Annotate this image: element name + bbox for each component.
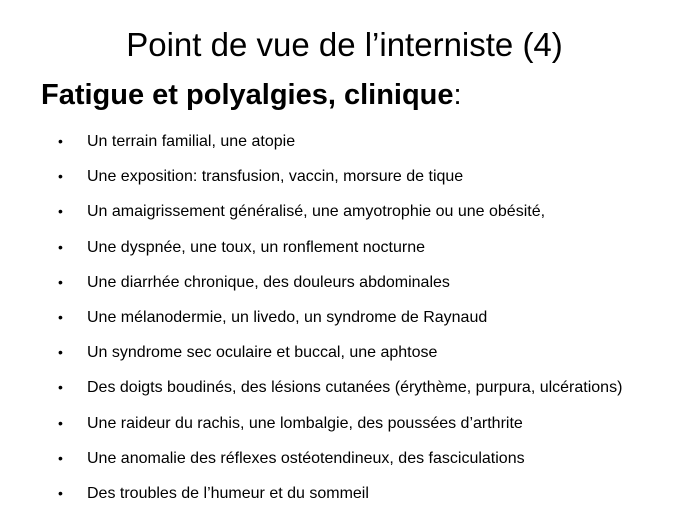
- list-item-text: Une exposition: transfusion, vaccin, morsure de tique: [87, 168, 464, 186]
- bullet-icon: •: [58, 238, 63, 255]
- bullet-icon: •: [58, 168, 63, 185]
- list-item-text: Un syndrome sec oculaire et buccal, une aphtose: [87, 344, 438, 362]
- list-item-text: Une raideur du rachis, une lombalgie, des poussées d’arthrite: [87, 414, 523, 432]
- bullet-icon: •: [58, 133, 63, 149]
- list-item-text: Une mélanodermie, un livedo, un syndrome de Raynaud: [87, 308, 488, 326]
- bullet-icon: •: [58, 344, 63, 361]
- list-item-text: Un amaigrissement généralisé, une amyotrophie ou une obésité,: [87, 203, 546, 221]
- list-item-text: Une anomalie des réflexes ostéotendineux, des fasciculations: [87, 449, 525, 467]
- list-item-text: Une diarrhée chronique, des douleurs abdominales: [87, 273, 450, 291]
- bullet-icon: •: [58, 308, 63, 325]
- bullet-icon: •: [58, 414, 63, 431]
- slide-title: Point de vue de l’interniste (4): [126, 26, 563, 63]
- bullet-icon: •: [58, 273, 63, 290]
- bullet-icon: •: [58, 449, 63, 466]
- list-item-text: Des doigts boudinés, des lésions cutanées (érythème, purpura, ulcérations): [87, 379, 623, 397]
- list-item-text: Des troubles de l’humeur et du sommeil: [87, 484, 369, 502]
- list-item-text: Une dyspnée, une toux, un ronflement nocturne: [87, 238, 425, 256]
- list-item-text: Un terrain familial, une atopie: [87, 133, 296, 150]
- section-heading: [41, 74, 462, 116]
- section-heading-colon: :: [453, 79, 462, 111]
- bullet-icon: •: [58, 379, 63, 396]
- section-heading-bold-text: Fatigue et polyalgies, clinique: [41, 79, 454, 111]
- bullet-icon: •: [58, 203, 63, 220]
- bullet-icon: •: [58, 484, 63, 501]
